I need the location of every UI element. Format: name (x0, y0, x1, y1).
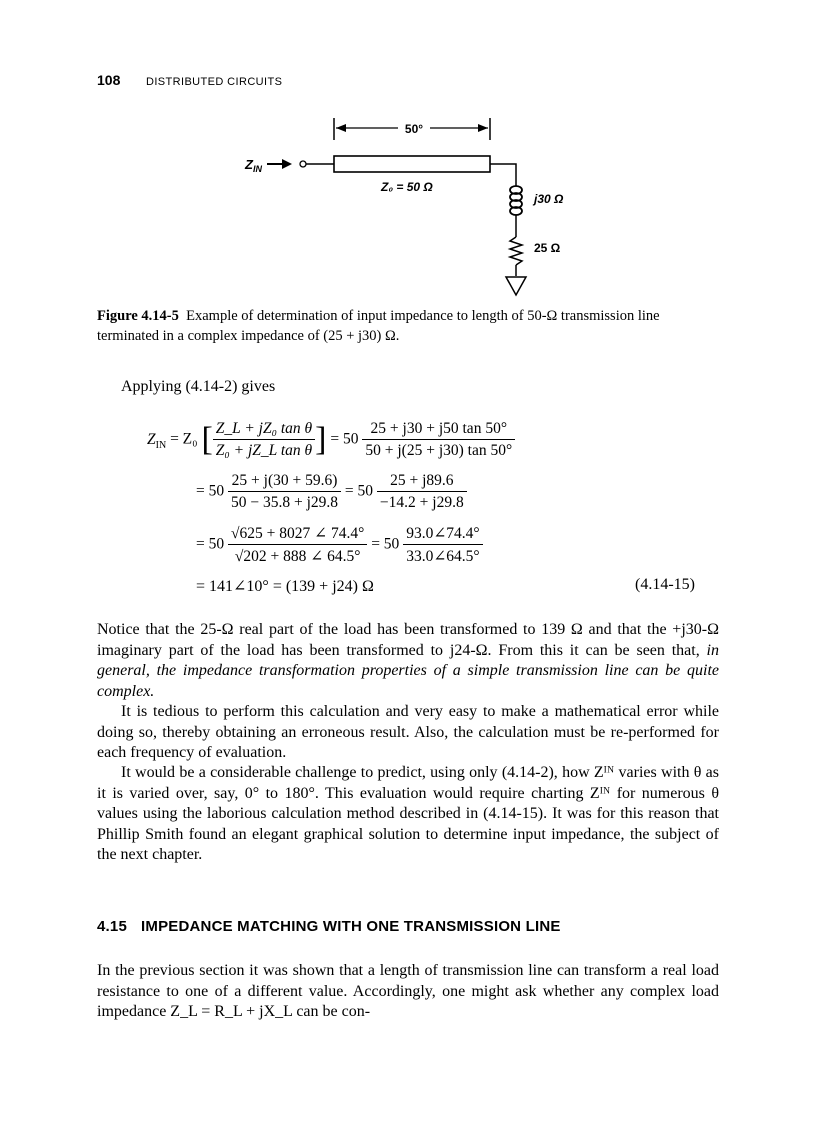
equation-number: (4.14-15) (635, 576, 695, 593)
resistor-label: 25 Ω (534, 241, 561, 255)
paragraph-4: In the previous section it was shown that a length of transmission line can transform a real load resistance to one of a different value. Accordingly, one might ask whether any complex load impedance Z_L = R_L + jX_L can be con- (97, 962, 719, 1020)
page-number: 108 (97, 72, 121, 88)
equation-row-4: = 141∠10° = (139 + j24) Ω (196, 578, 374, 595)
eq-row1-bracket-fraction: $\frac{\text{Z\_L + jZ₀ tan θ}}{\text{Z₀ + jZ\_L tan θ}}$ (213, 420, 315, 460)
eq-row2-fraction-a: $\frac{25 + j(30 + 59.6)}{50 - 35.8 + j29.8}$ (228, 472, 341, 512)
eq-row1-fraction: $\frac{25 + j30 + j50 \tan 50^\circ}{50 + j(25 + j30) \tan 50^\circ}$ (362, 420, 515, 460)
length-label: 50° (404, 122, 424, 136)
input-arrow (267, 159, 306, 169)
inductor (510, 186, 522, 237)
resistor (510, 237, 522, 276)
eq-row2-fraction-b: $\frac{25 + j89.6}{-14.2 + j29.8}$ (377, 472, 467, 512)
caption-text: Example of determination of input impedance to length of 50-Ω transmission line terminated in a complex impedance of (25 + j30) Ω. (97, 308, 660, 344)
eq-row3-fraction-a: $\frac{√625 + 8027 \angle 74.4^\circ}{√202 + 888 \angle 64.5^\circ}$ (228, 524, 367, 566)
section-title: IMPEDANCE MATCHING WITH ONE TRANSMISSION LINE (141, 918, 561, 935)
ground-symbol (506, 277, 526, 295)
section-number: 4.15 (97, 918, 127, 935)
input-impedance-label: $Z_{IN}$ (245, 157, 262, 174)
caption-label: Figure 4.14-5 (97, 308, 179, 324)
section-heading (97, 918, 561, 935)
eq-row3-fraction-b: $\frac{93.0\angle 74.4^\circ}{33.0\angle 64.5^\circ}$ (403, 524, 482, 566)
paragraph-2: It is tedious to perform this calculation and very easy to make a mathematical error while doing so, thereby obtaining an erroneous result. Also, the calculation must be re-performed for each frequency of evaluation. (97, 703, 719, 761)
inductor-label: j30 Ω (534, 192, 564, 206)
line-impedance-label: Z₀ = 50 Ω (381, 180, 433, 194)
eq-lhs: $Z_{IN}$ (147, 430, 167, 451)
equation-row-1: $Z_{IN} = Z_0$ [ $\frac{\text{Z\_L + jZ₀ tan θ}}{\text{Z₀ + jZ\_L tan θ}}$ ] = 50 $\frac{25 + j30 + j50 \tan 50^\circ}{50 + j(25 + j30) \tan 50^\circ}$ (147, 420, 515, 460)
paragraph-3: It would be a considerable challenge to predict, using only (4.14-2), how Zᴵᴺ varies with θ as it is varied over, say, 0° to 180°. This evaluation would require charting Zᴵᴺ for numerous θ values using the laborious calculation method described in (4.14-15). It was for this reason that Phillip Smith found an elegant graphical solution to determine input impedance, the subject of the next chapter. (97, 764, 719, 863)
lead-text: Applying (4.14-2) gives (121, 378, 276, 395)
eq-row1-pre: = Z₀ (170, 430, 198, 448)
paragraph-1: Notice that the 25-Ω real part of the load has been transformed to 139 Ω and that the +j30-Ω imaginary part of the load has been transformed to j24-Ω. From this it can be seen that, in general, the impedance transformation properties of a simple transmission line can be quite complex. (97, 621, 719, 700)
equation-row-3: = 50 $\frac{√625 + 8027 \angle 74.4^\circ}{√202 + 888 \angle 64.5^\circ}$ = 50 $\frac{93.0\angle 74.4^\circ}{33.0\angle 64.5^\circ}$ (196, 524, 483, 566)
eq-row1-eq: = 50 (330, 430, 359, 448)
figure-caption (97, 306, 722, 346)
circuit-figure (0, 0, 816, 300)
equation-row-2: = 50 $\frac{25 + j(30 + 59.6)}{50 - 35.8 + j29.8}$ = 50 $\frac{25 + j89.6}{-14.2 + j29.8}$ (196, 472, 467, 512)
running-title: DISTRIBUTED CIRCUITS (145, 76, 283, 88)
